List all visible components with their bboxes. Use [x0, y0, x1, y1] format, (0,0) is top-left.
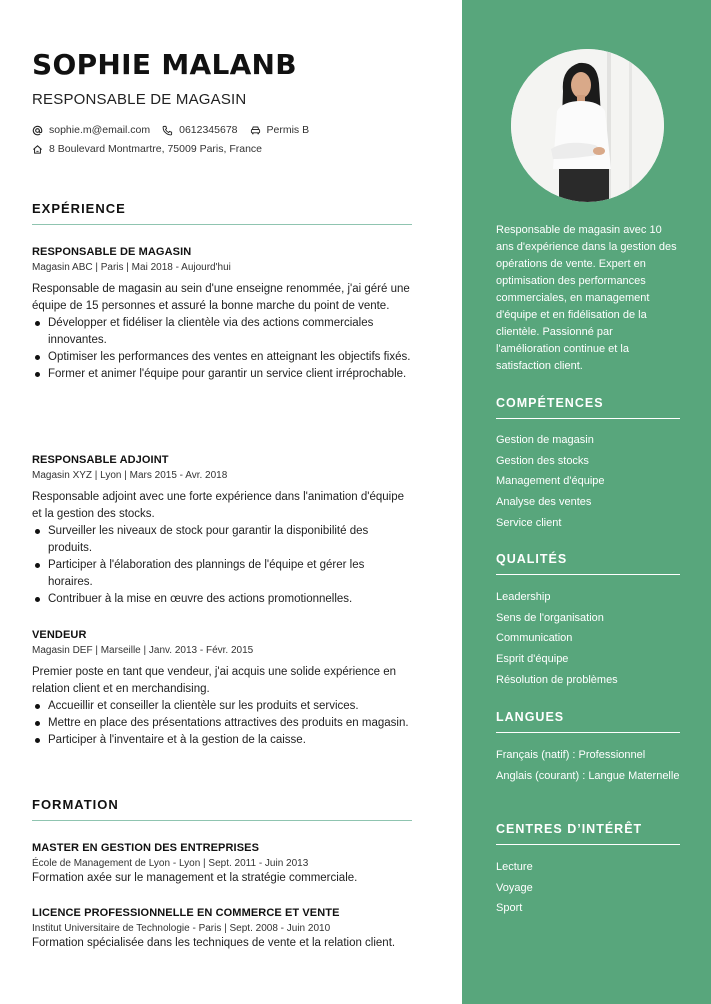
- phone-icon: [162, 125, 173, 136]
- experience-item: [32, 246, 412, 383]
- job-description: Premier poste en tant que vendeur, j'ai acquis une solide expérience en relation client et en merchandising.: [32, 666, 397, 695]
- candidate-name: SOPHIE MALANB: [32, 48, 297, 81]
- experience-heading: EXPÉRIENCE: [32, 201, 412, 225]
- job-bullets: [32, 698, 412, 749]
- job-bullet: Optimiser les performances des ventes en atteignant les objectifs fixés.: [32, 349, 412, 366]
- job-bullets: [32, 315, 412, 383]
- list-item: Management d'équipe: [496, 475, 605, 488]
- languages-list: [496, 747, 680, 788]
- list-item: Gestion des stocks: [496, 454, 589, 467]
- list-item: Leadership: [496, 591, 551, 603]
- education-heading: FORMATION: [32, 797, 412, 821]
- job-meta: Magasin DEF | Marseille | Janv. 2013 - Févr. 2015: [32, 645, 254, 656]
- interests-heading: CENTRES D’INTÉRÊT: [496, 822, 680, 845]
- contact-phone[interactable]: [162, 124, 237, 136]
- phone-text: 0612345678: [179, 124, 238, 136]
- job-bullet: Accueillir et conseiller la clientèle sur les produits et services.: [32, 698, 412, 715]
- job-description: Responsable de magasin au sein d'une enseigne renommée, j'ai géré une équipe de 15 personnes et assuré la bonne marche du point de vente.: [32, 283, 410, 312]
- candidate-title: RESPONSABLE DE MAGASIN: [32, 91, 247, 108]
- sidebar: [462, 0, 711, 1004]
- contact-license: [250, 124, 310, 136]
- qualities-heading: QUALITÉS: [496, 552, 680, 575]
- skills-list: [496, 432, 680, 535]
- job-description: Responsable adjoint avec une forte expérience dans l'animation d'équipe et la gestion des stocks.: [32, 491, 405, 520]
- job-bullet: Participer à l'élaboration des plannings de l'équipe et gérer les horaires.: [32, 557, 412, 591]
- job-bullet: Former et animer l'équipe pour garantir un service client irréprochable.: [32, 366, 412, 383]
- job-role: RESPONSABLE DE MAGASIN: [32, 246, 192, 258]
- education-item: [32, 842, 412, 887]
- list-item: Service client: [496, 516, 562, 529]
- contact-address: [32, 143, 262, 155]
- list-item: Sport: [496, 902, 523, 915]
- job-meta: Magasin XYZ | Lyon | Mars 2015 - Avr. 2018: [32, 470, 228, 481]
- contact-line: [32, 124, 321, 136]
- list-item: Voyage: [496, 881, 533, 894]
- at-icon: [32, 125, 43, 136]
- list-item: Analyse des ventes: [496, 496, 592, 509]
- degree-description: Formation axée sur le management et la stratégie commerciale.: [32, 872, 358, 884]
- car-icon: [250, 125, 261, 136]
- list-item: Français (natif) : Professionnel: [496, 749, 646, 761]
- list-item: Résolution de problèmes: [496, 673, 618, 686]
- portrait-illustration: [511, 49, 664, 202]
- job-meta: Magasin ABC | Paris | Mai 2018 - Aujourd'hui: [32, 262, 231, 273]
- email-text: sophie.m@email.com: [49, 124, 151, 136]
- job-bullets: [32, 523, 412, 608]
- list-item: Communication: [496, 632, 573, 645]
- list-item: Esprit d'équipe: [496, 653, 569, 666]
- address-text: 8 Boulevard Montmartre, 75009 Paris, France: [49, 143, 263, 155]
- job-bullet: Surveiller les niveaux de stock pour garantir la disponibilité des produits.: [32, 523, 412, 557]
- job-bullet: Contribuer à la mise en œuvre des actions promotionnelles.: [32, 591, 412, 608]
- skills-heading: COMPÉTENCES: [496, 396, 680, 419]
- degree-meta: Institut Universitaire de Technologie - Paris | Sept. 2008 - Juin 2010: [32, 923, 331, 934]
- list-item: Lecture: [496, 861, 533, 873]
- experience-item: [32, 629, 412, 749]
- degree-description: Formation spécialisée dans les techniques de vente et la relation client.: [32, 937, 396, 949]
- license-text: Permis B: [266, 124, 310, 136]
- profile-summary: Responsable de magasin avec 10 ans d'expérience dans la gestion des opérations de vente. Expert en optimisation des performances commerciales, en management d'équipe et en fidélisation de la clientèle. Passionné par l'amélioration continue et la satisfaction client.: [496, 224, 677, 372]
- languages-heading: LANGUES: [496, 710, 680, 733]
- job-role: RESPONSABLE ADJOINT: [32, 454, 169, 466]
- qualities-list: [496, 589, 680, 692]
- job-role: VENDEUR: [32, 629, 87, 641]
- education-item: [32, 907, 412, 952]
- job-bullet: Développer et fidéliser la clientèle via des actions commerciales innovantes.: [32, 315, 412, 349]
- list-item: Anglais (courant) : Langue Maternelle: [496, 769, 680, 782]
- job-bullet: Mettre en place des présentations attractives des produits en magasin.: [32, 715, 412, 732]
- job-bullet: Participer à l'inventaire et à la gestion de la caisse.: [32, 732, 412, 749]
- list-item: Sens de l'organisation: [496, 611, 604, 624]
- degree-meta: École de Management de Lyon - Lyon | Sept. 2011 - Juin 2013: [32, 858, 309, 869]
- list-item: Gestion de magasin: [496, 434, 594, 446]
- degree-title: MASTER EN GESTION DES ENTREPRISES: [32, 842, 260, 854]
- interests-list: [496, 859, 680, 921]
- contact-email[interactable]: [32, 124, 150, 136]
- experience-item: [32, 454, 412, 608]
- profile-photo: [511, 49, 664, 202]
- home-icon: [32, 144, 43, 155]
- degree-title: LICENCE PROFESSIONNELLE EN COMMERCE ET VENTE: [32, 907, 340, 919]
- address-line: [32, 143, 274, 155]
